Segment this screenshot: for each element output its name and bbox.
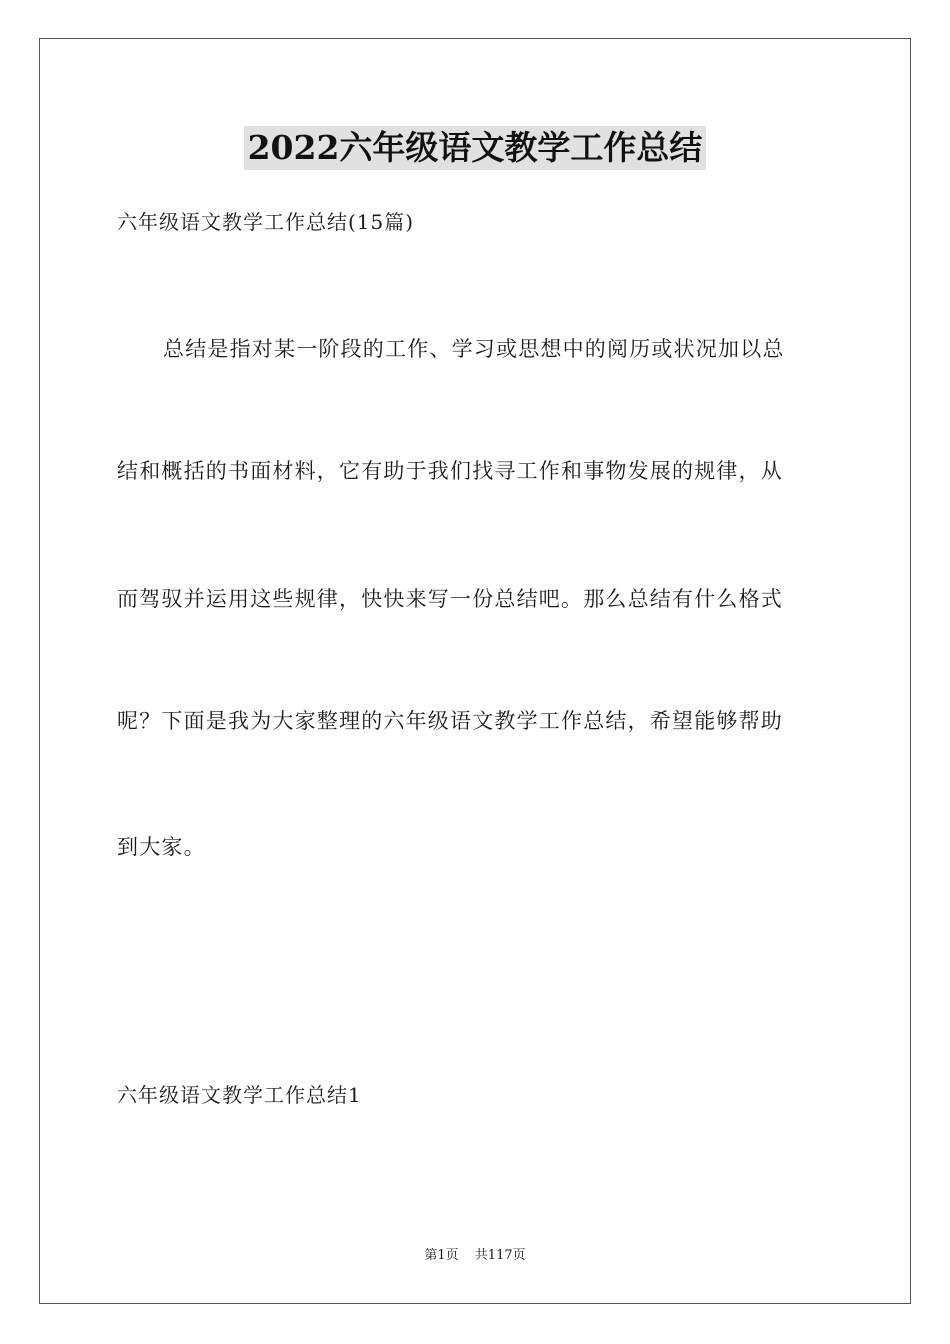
intro-paragraph-line: 而驾驭并运用这些规律，快快来写一份总结吧。那么总结有什么格式 [117, 587, 783, 611]
intro-paragraph-line: 结和概括的书面材料，它有助于我们找寻工作和事物发展的规律，从 [117, 459, 783, 483]
page-footer [0, 1246, 950, 1266]
total-pages: 共117页 [474, 1248, 526, 1263]
page-number: 第1页 [424, 1248, 459, 1263]
document-subtitle: 六年级语文教学工作总结(15篇) [117, 210, 415, 234]
document-title: 2022六年级语文教学工作总结 [244, 126, 707, 170]
section-heading: 六年级语文教学工作总结1 [117, 1083, 362, 1107]
intro-paragraph-line: 到大家。 [117, 835, 206, 859]
intro-paragraph-line: 总结是指对某一阶段的工作、学习或思想中的阅历或状况加以总 [163, 337, 785, 361]
intro-paragraph-line: 呢？下面是我为大家整理的六年级语文教学工作总结，希望能够帮助 [117, 709, 783, 733]
title-container [0, 126, 950, 170]
